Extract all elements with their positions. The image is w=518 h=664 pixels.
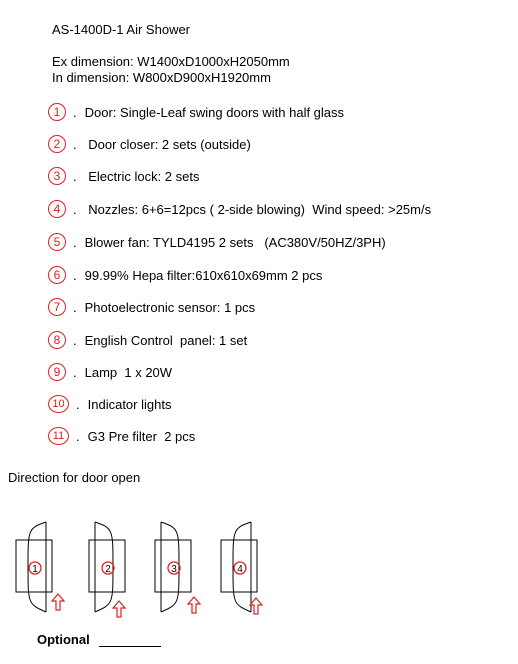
item-separator: . xyxy=(73,234,77,250)
spec-item-text: Nozzles: 6+6=12pcs ( 2-side blowing) Wind speed: >25m/s xyxy=(84,201,432,217)
item-separator: . xyxy=(73,299,77,315)
in-dimension: In dimension: W800xD900xH1920mm xyxy=(52,70,271,85)
spec-item-text: 99.99% Hepa filter:610x610x69mm 2 pcs xyxy=(84,267,323,283)
up-arrow-icon xyxy=(113,601,125,617)
door-number: 3 xyxy=(171,564,177,575)
spec-item-text: Door closer: 2 sets (outside) xyxy=(84,136,251,152)
item-number-badge: 4 xyxy=(48,200,66,218)
item-separator: . xyxy=(73,201,77,217)
up-arrow-icon xyxy=(52,594,64,610)
door-diagram xyxy=(89,522,125,617)
door-number: 2 xyxy=(105,564,111,575)
up-arrow-icon xyxy=(188,597,200,613)
item-number-badge: 3 xyxy=(48,167,66,185)
optional-blank-line xyxy=(99,646,161,647)
spec-item-text: English Control panel: 1 set xyxy=(84,332,248,348)
door-diagram xyxy=(221,522,262,614)
item-separator: . xyxy=(73,332,77,348)
item-number-badge: 11 xyxy=(48,427,69,445)
item-number-badge: 2 xyxy=(48,135,66,153)
direction-heading: Direction for door open xyxy=(8,470,141,485)
up-arrow-icon xyxy=(250,598,262,614)
item-separator: . xyxy=(76,428,80,444)
door-diagram xyxy=(16,522,64,612)
item-separator: . xyxy=(73,104,77,120)
optional-label: Optional xyxy=(37,632,90,647)
item-number-badge: 1 xyxy=(48,103,66,121)
item-separator: . xyxy=(73,364,77,380)
item-number-badge: 8 xyxy=(48,331,66,349)
item-separator: . xyxy=(73,267,77,283)
item-separator: . xyxy=(73,136,77,152)
item-number-badge: 6 xyxy=(48,266,66,284)
spec-item-text: Indicator lights xyxy=(87,396,172,412)
door-diagram xyxy=(155,522,200,613)
door-number: 4 xyxy=(237,564,243,575)
item-number-badge: 10 xyxy=(48,395,69,413)
document-title: AS-1400D-1 Air Shower xyxy=(52,22,191,37)
spec-item-text: Door: Single-Leaf swing doors with half glass xyxy=(84,104,345,120)
door-number: 1 xyxy=(32,564,38,575)
item-number-badge: 7 xyxy=(48,298,66,316)
item-separator: . xyxy=(73,168,77,184)
ex-dimension: Ex dimension: W1400xD1000xH2050mm xyxy=(52,54,290,69)
item-number-badge: 5 xyxy=(48,233,66,251)
spec-item-text: Photoelectronic sensor: 1 pcs xyxy=(84,299,256,315)
spec-item-text: G3 Pre filter 2 pcs xyxy=(87,428,196,444)
item-separator: . xyxy=(76,396,80,412)
spec-item-text: Blower fan: TYLD4195 2 sets (AC380V/50HZ/3PH) xyxy=(84,234,386,250)
spec-item-text: Lamp 1 x 20W xyxy=(84,364,173,380)
item-number-badge: 9 xyxy=(48,363,66,381)
spec-item-text: Electric lock: 2 sets xyxy=(84,168,200,184)
